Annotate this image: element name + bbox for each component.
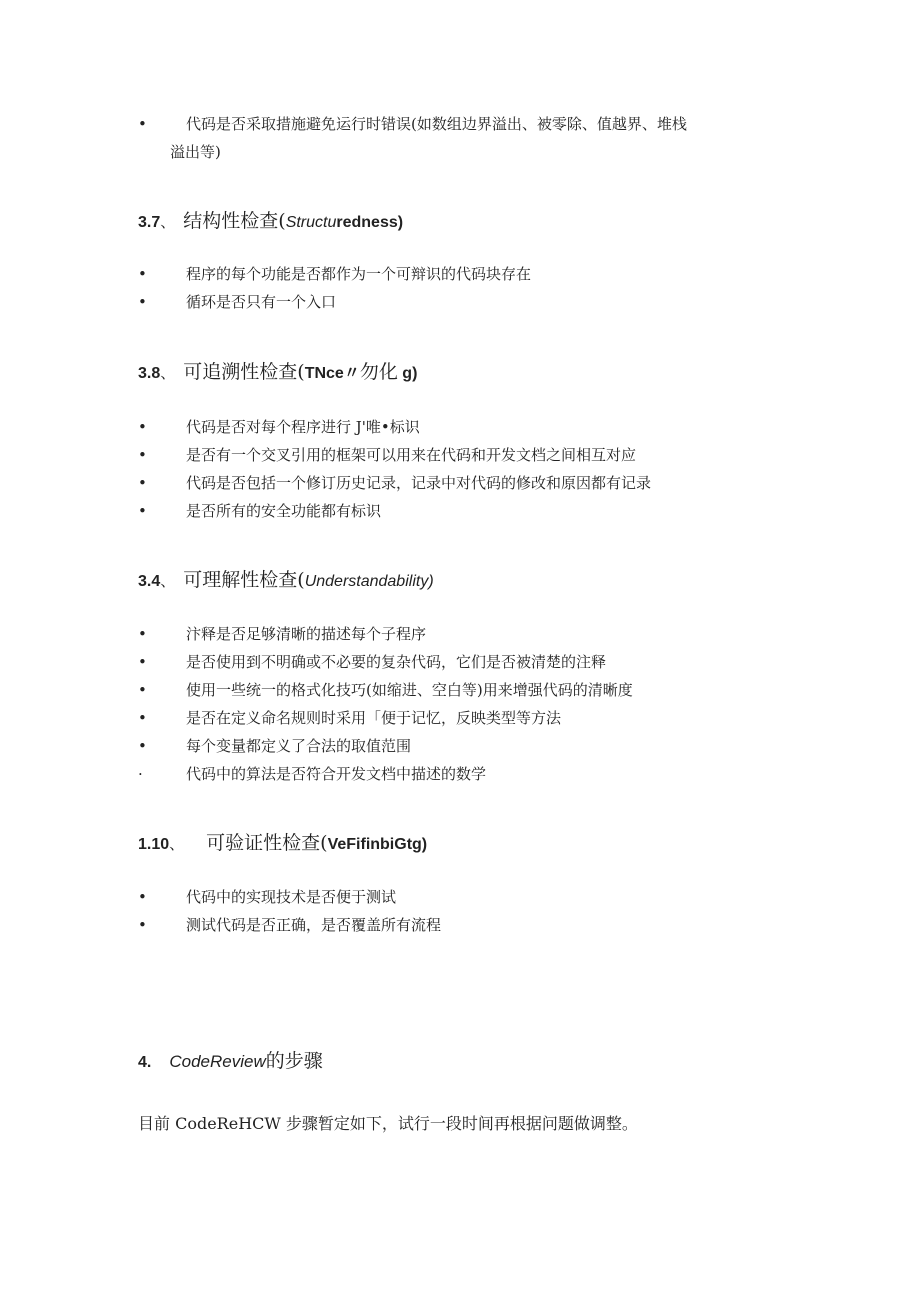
section-separator: 、 <box>160 572 176 590</box>
list-item-text: 代码是否对每个程序进行 J'唯•标识 <box>186 418 420 436</box>
list-item-text: 汴释是否足够清晰的描述每个子程序 <box>186 625 427 643</box>
list-item-text: 循环是否只有一个入口 <box>186 293 337 311</box>
bullet-icon: • <box>138 709 147 727</box>
section-number: 3.7 <box>138 214 161 231</box>
section-heading-1-10 <box>138 828 427 855</box>
bullet-icon: • <box>138 446 147 464</box>
section-separator: 、 <box>160 213 176 231</box>
list-item-text: 代码中的算法是否符合开发文档中描述的数学 <box>186 765 487 783</box>
bullet-icon: • <box>138 115 147 133</box>
list-item-text: 代码是否包括一个修订历史记录，记录中对代码的修改和原因都有记录 <box>186 474 652 492</box>
bullet-icon: • <box>138 418 147 436</box>
section-heading-3-4 <box>138 565 434 592</box>
section-number: 4. <box>138 1054 152 1071</box>
section-separator: 、 <box>169 835 185 853</box>
section-title-en-italic: Understandability) <box>304 573 434 590</box>
section-heading-3-8 <box>138 357 417 384</box>
section-title-cn: 的步骤 <box>265 1050 323 1072</box>
bullet-icon: • <box>138 293 147 311</box>
section-title-en: redness) <box>336 214 404 231</box>
list-item-text: 代码中的实现技术是否便于测试 <box>186 888 397 906</box>
list-item-text: 每个变量都定义了合法的取值范围 <box>186 737 412 755</box>
bullet-icon: • <box>138 502 147 520</box>
section-title-en: TNce〃 <box>304 365 360 382</box>
bullet-icon: • <box>138 625 147 643</box>
section-title-cn: 结构性检查( <box>183 210 286 232</box>
list-item-text: 测试代码是否正确，是否覆盖所有流程 <box>186 916 442 934</box>
section-heading-4 <box>138 1046 323 1073</box>
section-number: 3.8 <box>138 365 161 382</box>
list-item-text: 是否有一个交叉引用的框架可以用来在代码和开发文档之间相互对应 <box>186 446 637 464</box>
bullet-icon: • <box>138 888 147 906</box>
list-item-text: 代码是否采取措施避免运行时错误(如数组边界溢出、被零除、值越界、堆栈 <box>186 115 687 133</box>
section-number: 1.10 <box>138 836 170 853</box>
bullet-icon: • <box>138 653 147 671</box>
section-title-cn-2: 勿化 <box>359 361 398 383</box>
section-title-cn: 可验证性检查( <box>206 832 328 854</box>
body-paragraph: 目前 CodeReHCW 步骤暂定如下，试行一段时间再根据问题做调整。 <box>138 1114 638 1133</box>
section-separator: 、 <box>160 364 176 382</box>
bullet-icon: • <box>138 474 147 492</box>
bullet-icon: • <box>138 916 147 934</box>
section-title-en-2: g) <box>397 365 418 382</box>
list-item-text: 使用一些统一的格式化技巧(如缩进、空白等)用来增强代码的清晰度 <box>186 681 633 699</box>
bullet-icon: · <box>138 765 143 783</box>
section-number: 3.4 <box>138 573 161 590</box>
list-item-text: 是否在定义命名规则时采用「便于记忆，反映类型等方法 <box>186 709 562 727</box>
section-title-cn: 可理解性检查( <box>183 569 305 591</box>
bullet-icon: • <box>138 737 147 755</box>
list-item-text: 溢出等) <box>170 143 221 161</box>
section-heading-3-7 <box>138 206 403 233</box>
list-item-text: 程序的每个功能是否都作为一个可辩识的代码块存在 <box>186 265 532 283</box>
bullet-icon: • <box>138 265 147 283</box>
section-title-cn: 可追溯性检查( <box>183 361 305 383</box>
list-item-text: 是否使用到不明确或不必要的复杂代码，它们是否被清楚的注释 <box>186 653 607 671</box>
section-title-en: VeFifinbiGtg) <box>327 836 428 853</box>
bullet-icon: • <box>138 681 147 699</box>
list-item-text: 是否所有的安全功能都有标识 <box>186 502 382 520</box>
section-title-en-italic: CodeReview <box>169 1052 266 1071</box>
section-title-en-italic: Structu <box>285 214 337 231</box>
